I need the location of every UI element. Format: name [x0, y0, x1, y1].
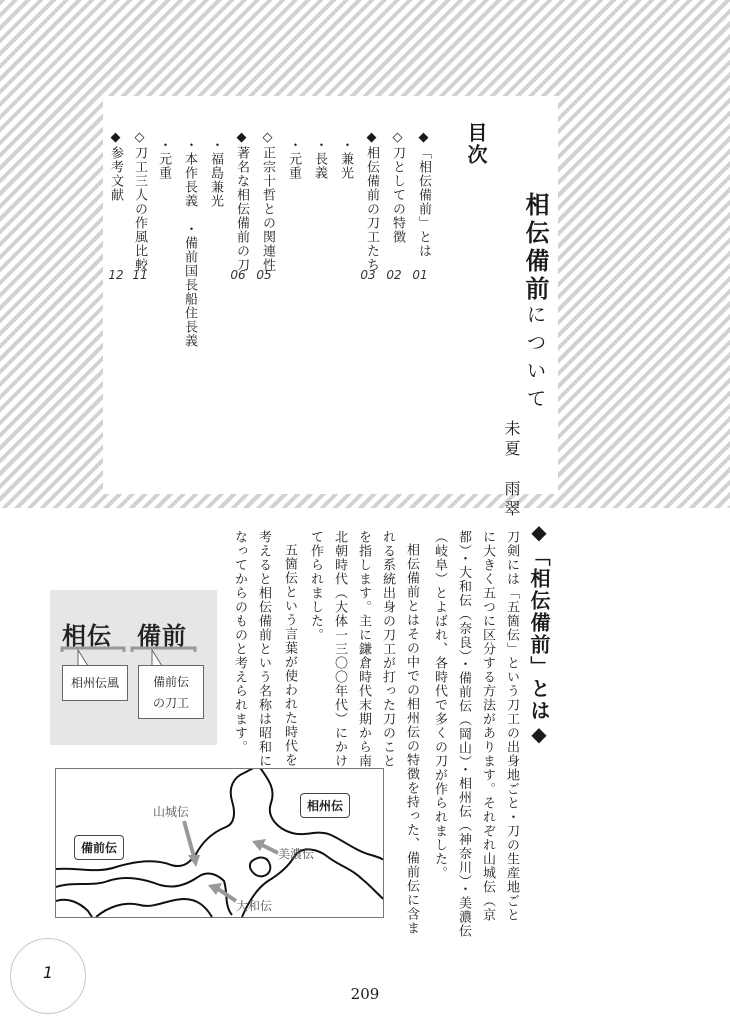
toc-item[interactable]: ◇正宗十哲との関連性: [260, 130, 275, 272]
body-line: （岐阜）とよばれ、各時代で多くの刀が作られました。: [432, 530, 447, 880]
legend-note-soshu: 相州伝風: [62, 665, 128, 701]
map-label-yamato: 大和伝: [236, 899, 273, 913]
map-figure: [55, 768, 384, 918]
body-line: 北朝時代（大体一三〇〇年代）にかけ: [332, 530, 347, 768]
toc-page-number: 12: [108, 268, 124, 282]
body-line: て作られました。: [308, 530, 323, 642]
body-line: に大きく五つに区分する方法があります。それぞれ山城伝（京: [480, 530, 495, 922]
body-line: を指します。主に鎌倉時代末期から南: [356, 530, 371, 768]
title-main: 相伝備前: [521, 192, 549, 304]
document-title: [520, 192, 550, 416]
toc-item[interactable]: ◆「相伝備前」とは: [416, 130, 431, 258]
toc-page-number: 06: [230, 268, 246, 282]
toc-page-number: 02: [386, 268, 402, 282]
body-line: 都）・大和伝（奈良）・備前伝（岡山）・相州伝（神奈川）・美濃伝: [456, 530, 471, 938]
body-line: 考えると相伝備前という名称は昭和に: [256, 530, 271, 768]
toc-item[interactable]: ◇刀工三人の作風比較: [132, 130, 147, 272]
page-number: 209: [350, 985, 380, 1003]
toc-page-number: 03: [360, 268, 376, 282]
toc-item[interactable]: ◆参考文献: [108, 130, 123, 202]
toc-subitem[interactable]: ・元重: [156, 138, 171, 180]
author-name: 未夏 雨翠: [502, 420, 521, 520]
body-line: れる系統出身の刀工が打った刀のこと: [380, 530, 395, 768]
legend-title-bizen: 備前: [137, 622, 187, 650]
body-line: 刀剣には「五箇伝」という刀工の出身地ごと・刀の生産地ごと: [504, 530, 519, 922]
legend-figure: [50, 590, 217, 745]
toc-subitem[interactable]: ・本作長義 ・備前国長船住長義: [182, 138, 197, 348]
page-marker-circle: [10, 938, 86, 1014]
legend-note-bizen-line1: 備前伝: [152, 675, 189, 689]
legend-title-soden: 相伝: [62, 622, 112, 650]
toc-item[interactable]: ◆著名な相伝備前の刀: [234, 130, 249, 272]
toc-subitem[interactable]: ・福島兼光: [208, 138, 223, 208]
map-tag-bizen: 備前伝: [74, 835, 124, 860]
page-marker-number: 1: [42, 963, 54, 982]
map-label-yamashiro: 山城伝: [153, 805, 190, 819]
body-line: 相伝備前とはその中での相州伝の特徴を持った、備前伝に含ま: [404, 543, 419, 935]
body-line: 五箇伝という言葉が使われた時代を: [282, 543, 297, 767]
legend-note-bizen: [138, 665, 204, 719]
map-label-mino: 美濃伝: [278, 847, 315, 861]
toc-item[interactable]: ◇刀としての特徴: [390, 130, 405, 244]
legend-note-bizen-line2: の刀工: [152, 696, 189, 710]
toc-item[interactable]: ◆相伝備前の刀工たち: [364, 130, 379, 272]
toc-subitem[interactable]: ・兼光: [338, 138, 353, 180]
map-tag-soshu: 相州伝: [300, 793, 350, 818]
title-sub: について: [523, 304, 547, 416]
toc-page-number: 11: [132, 268, 148, 282]
toc-subitem[interactable]: ・元重: [286, 138, 301, 180]
toc-page-number: 05: [256, 268, 272, 282]
toc-title: 目次: [464, 122, 488, 166]
toc-page-number: 01: [412, 268, 428, 282]
body-line: なってからのものと考えられます。: [232, 530, 247, 754]
toc-subitem[interactable]: ・長義: [312, 138, 327, 180]
section-heading: ◆「相伝備前」とは◆: [527, 520, 551, 748]
